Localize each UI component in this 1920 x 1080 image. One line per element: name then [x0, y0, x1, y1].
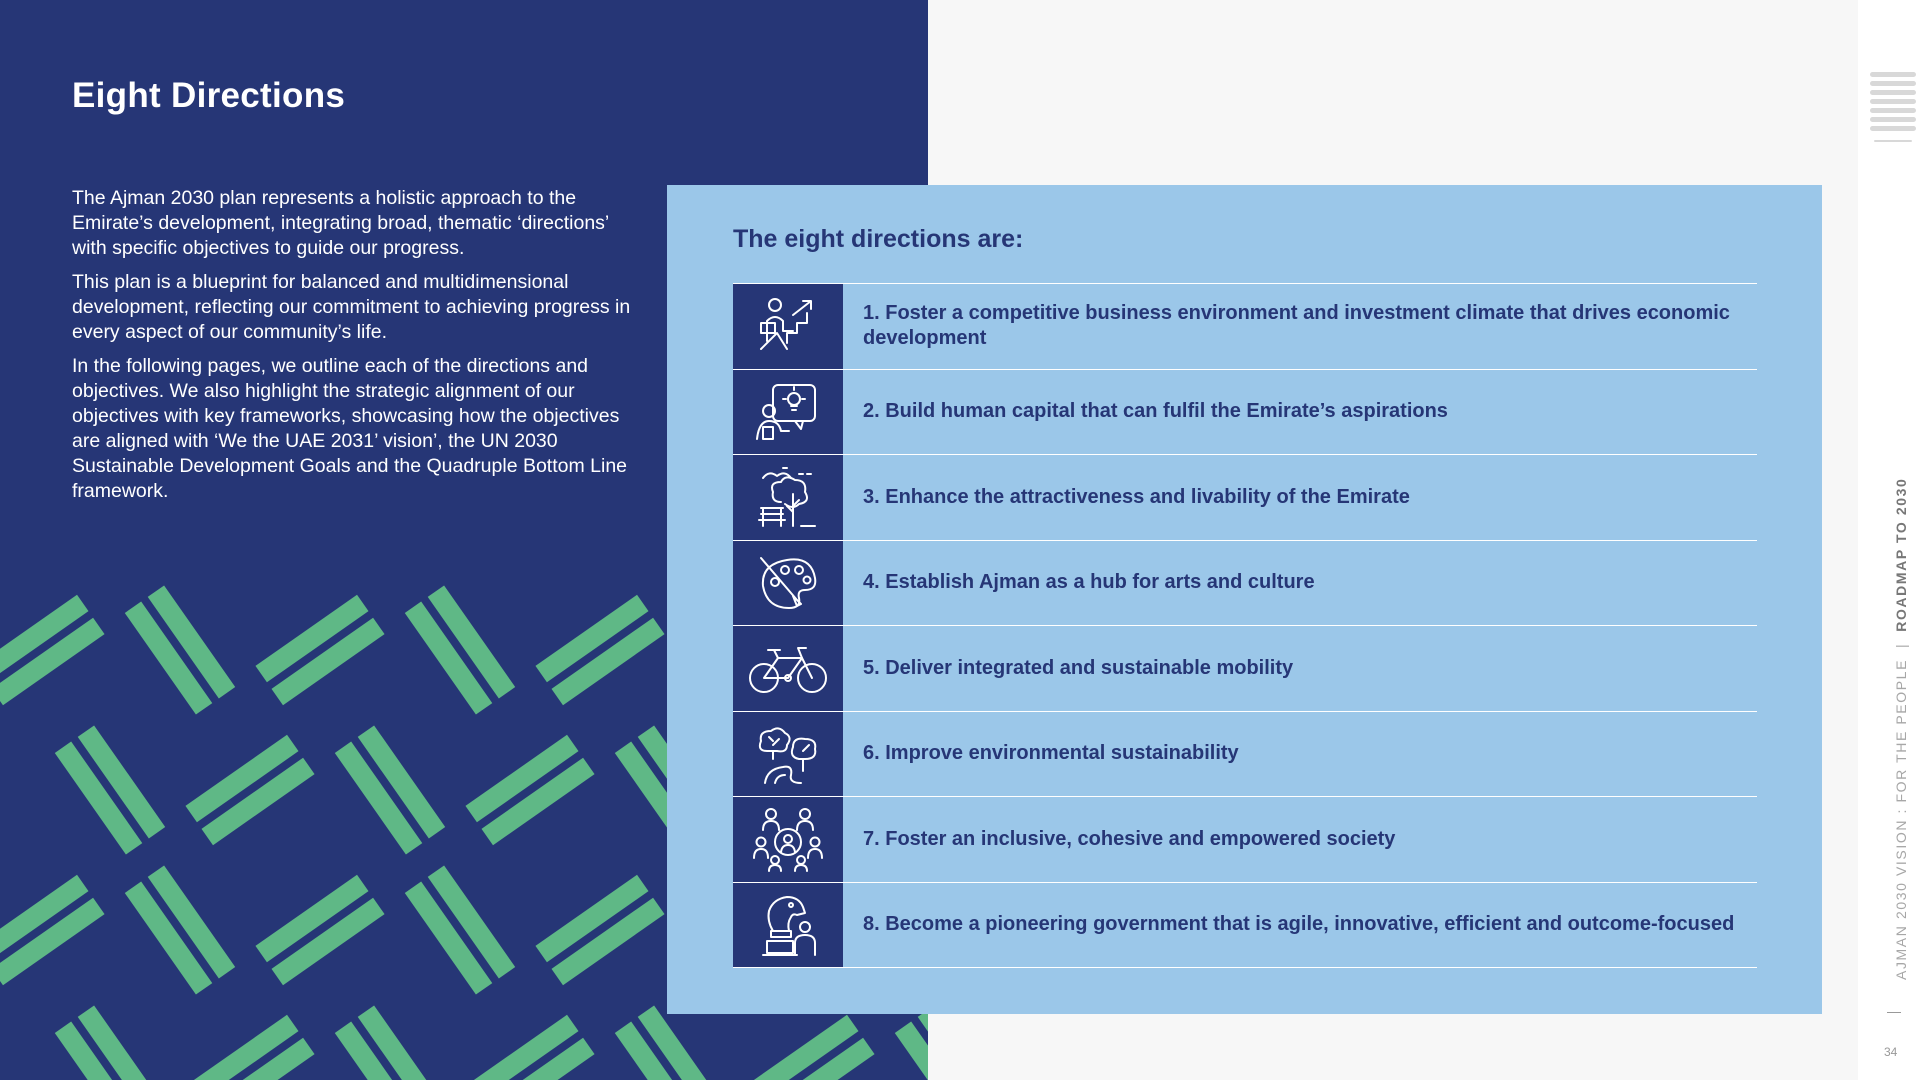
pattern-stripe-pair	[255, 595, 384, 705]
direction-item	[733, 883, 1757, 969]
pattern-stripe-pair	[0, 595, 105, 705]
caption-emphasis: ROADMAP TO 2030	[1893, 477, 1909, 632]
vertical-caption	[1893, 478, 1909, 980]
direction-item	[733, 797, 1757, 883]
pattern-stripe-pair	[535, 875, 664, 985]
directions-card	[667, 185, 1822, 1014]
intro-paragraph: The Ajman 2030 plan represents a holistic approach to the Emirate’s development, integrating broad, thematic ‘directions’ with specific objectives to guide our progress.	[72, 187, 609, 259]
direction-label: 1. Foster a competitive business environment and investment climate that drives economic development	[863, 302, 1730, 350]
pattern-stripe-pair	[0, 875, 105, 985]
direction-label: 8. Become a pioneering government that is agile, innovative, efficient and outcome-focused	[863, 913, 1735, 936]
idea-people-icon	[733, 370, 843, 455]
pattern-stripe-pair	[465, 735, 594, 845]
pattern-stripe-pair	[405, 585, 515, 714]
pattern-stripe-pair	[335, 725, 445, 854]
caption-prefix: AJMAN 2030 VISION : FOR THE PEOPLE	[1893, 658, 1909, 980]
chess-knight-icon	[733, 883, 843, 968]
pattern-stripe-pair	[405, 865, 515, 994]
pattern-stripe-pair	[535, 595, 664, 705]
direction-item	[733, 541, 1757, 627]
right-sidebar	[1858, 0, 1920, 1080]
pattern-stripe-pair	[335, 1005, 445, 1080]
pattern-stripe-pair	[895, 1005, 928, 1080]
bicycle-icon	[733, 626, 843, 711]
direction-label: 6. Improve environmental sustainability	[863, 742, 1239, 765]
intro-paragraph: This plan is a blueprint for balanced and multidimensional development, reflecting our commitment to achieving progress in every aspect of our community’s life.	[72, 271, 631, 343]
pattern-stripe-pair	[185, 1015, 314, 1080]
pattern-stripe-pair	[745, 1015, 874, 1080]
direction-item	[733, 626, 1757, 712]
pattern-stripe-pair	[255, 875, 384, 985]
page-title: Eight Directions	[72, 76, 346, 115]
direction-label: 3. Enhance the attractiveness and livability of the Emirate	[863, 485, 1410, 508]
direction-item	[733, 455, 1757, 541]
community-icon	[733, 797, 843, 882]
pattern-stripe-pair	[615, 1005, 725, 1080]
direction-label: 4. Establish Ajman as a hub for arts and culture	[863, 571, 1315, 594]
ajman-logo-icon	[1870, 70, 1916, 148]
pattern-stripe-pair	[55, 725, 165, 854]
direction-item	[733, 370, 1757, 456]
direction-label: 7. Foster an inclusive, cohesive and empowered society	[863, 827, 1396, 850]
pattern-stripe-pair	[55, 1005, 165, 1080]
park-bench-tree-icon	[733, 455, 843, 540]
pattern-stripe	[895, 1022, 928, 1080]
intro-paragraph: In the following pages, we outline each of the directions and objectives. We also highlight the strategic alignment of our objectives with key frameworks, showcasing how the objectives are aligned with ‘We the UAE 2031’ vision’, the UN 2030 Sustainable Development Goals and the Quadruple Bottom Line framework.	[72, 355, 628, 502]
pattern-stripe-pair	[185, 735, 314, 845]
paint-palette-icon	[733, 541, 843, 626]
pattern-stripe-pair	[125, 585, 235, 714]
intro-text	[72, 186, 632, 513]
page-number: 34	[1884, 1045, 1898, 1059]
card-heading: The eight directions are:	[733, 225, 1024, 253]
direction-item	[733, 712, 1757, 798]
caption-separator: |	[1893, 642, 1909, 648]
direction-label: 2. Build human capital that can fulfil the Emirate’s aspirations	[863, 400, 1448, 423]
direction-item	[733, 284, 1757, 370]
direction-label: 5. Deliver integrated and sustainable mobility	[863, 656, 1294, 679]
trees-path-icon	[733, 712, 843, 797]
divider	[1887, 1012, 1901, 1013]
pattern-stripe-pair	[125, 865, 235, 994]
business-growth-icon	[733, 284, 843, 369]
direction-list	[733, 283, 1757, 968]
pattern-stripe-pair	[465, 1015, 594, 1080]
